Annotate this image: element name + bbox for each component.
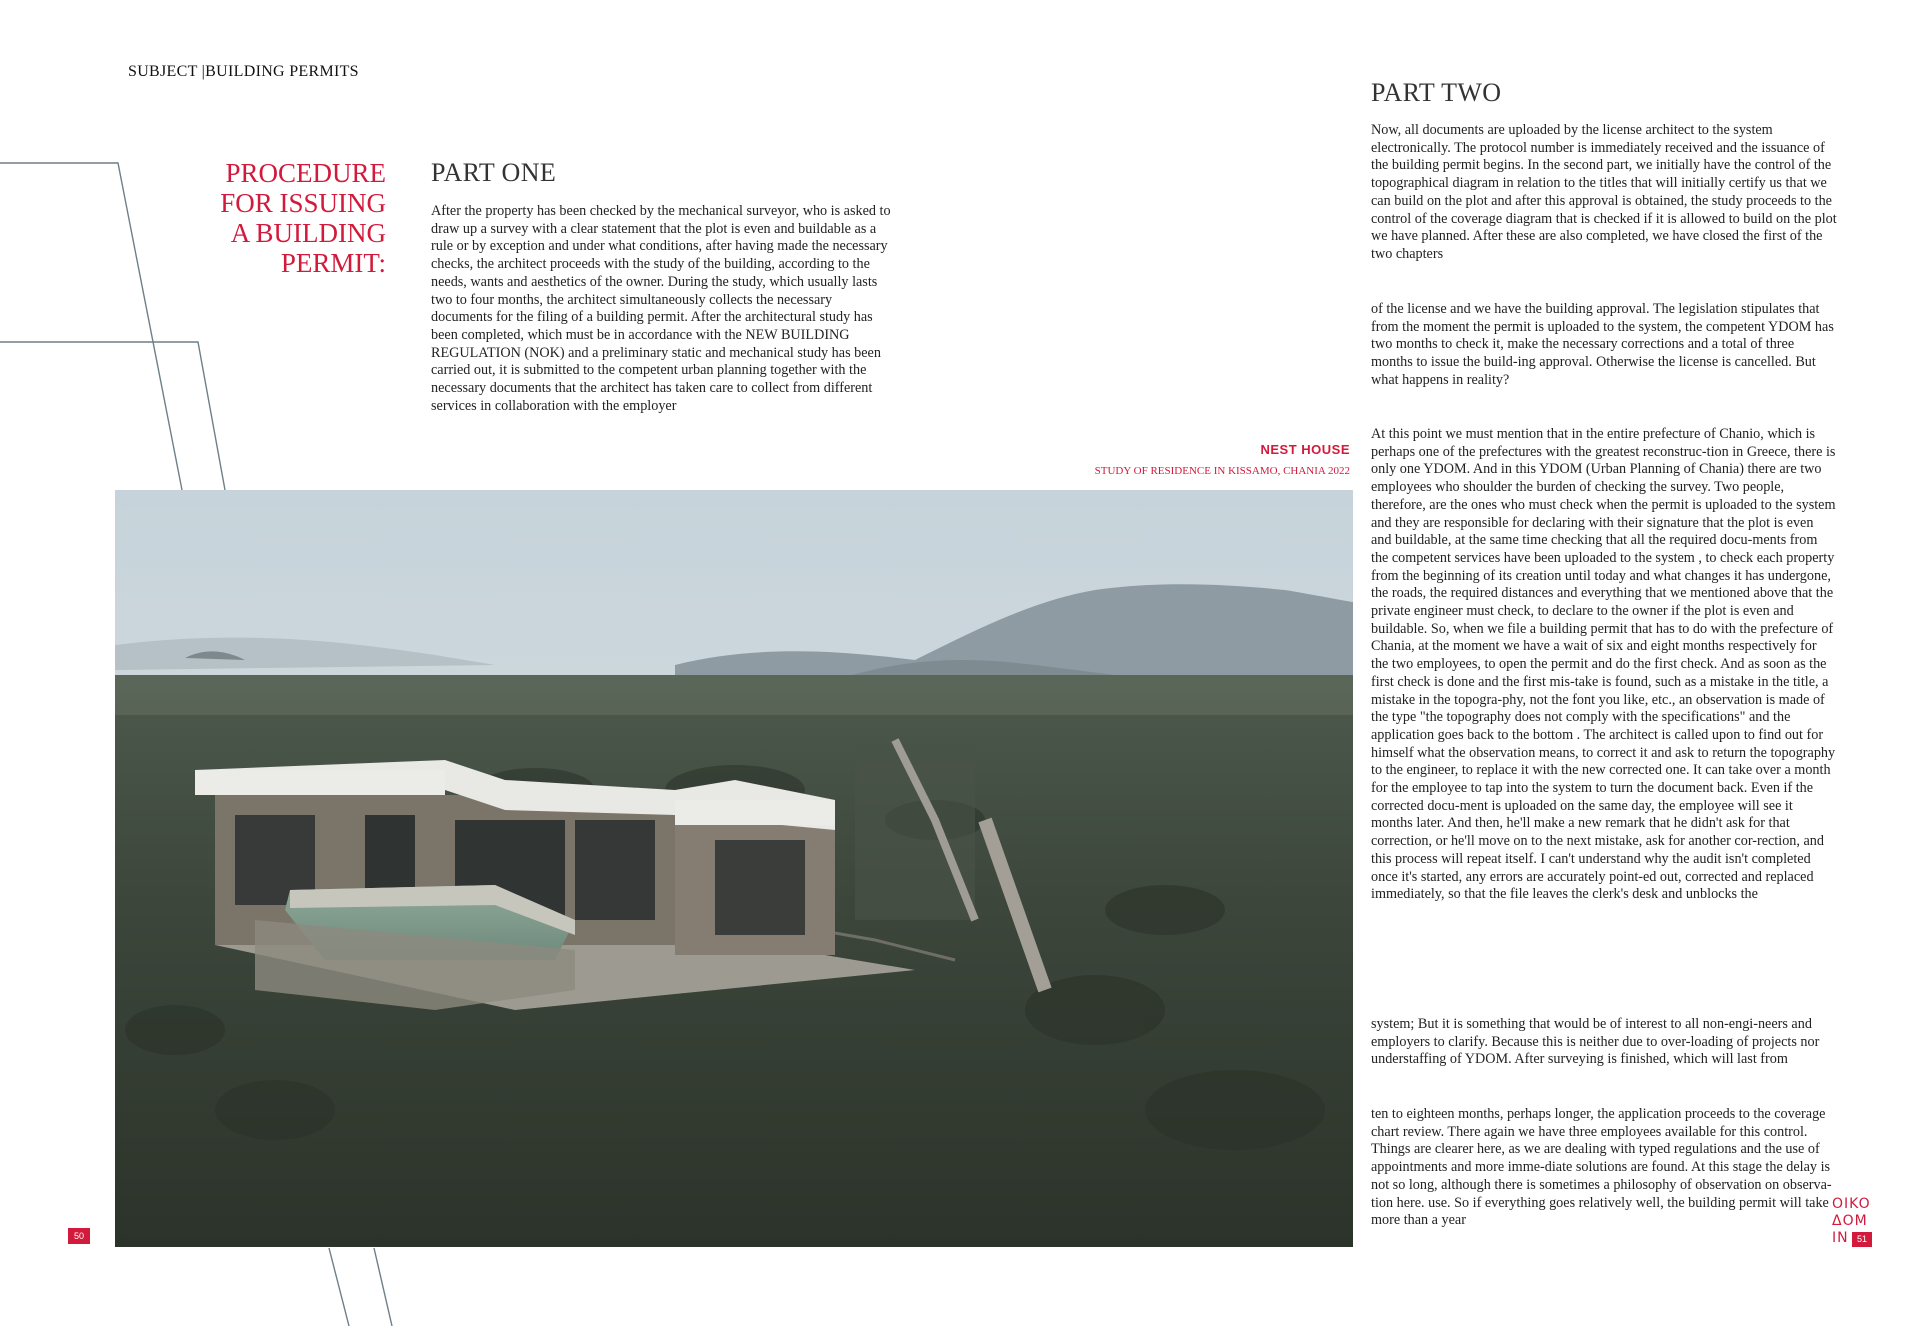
page-number-left: 50 <box>68 1228 90 1244</box>
part-two-paragraph <box>1371 301 1837 390</box>
logo-line: IN <box>1832 1230 1849 1246</box>
subject-header: SUBJECT |BUILDING PERMITS <box>128 63 359 80</box>
paragraph-text: of the license and we have the building approval. The legislation stipulates that from the moment the permit is uploaded to the system, the competent YDOM has two months to check it, make the necessary corrections and a total of three months to issue the build-ing approval. Otherwise the license is cancelled. But what happens in reality? <box>1371 301 1834 388</box>
part-two-paragraph <box>1371 122 1837 264</box>
part-two-paragraph <box>1371 1016 1837 1069</box>
paragraph-text: Now, all documents are uploaded by the license architect to the system electronically. The protocol number is immediately received and the issuance of the building permit begins. In the second part, we initially have the control of the topographical diagram in relation to the titles that will initially certify us that we can build on the plot and after this approval is obtained, the study proceeds to the control of the coverage diagram that is checked if it is allowed to build on the plot we have planned. After these are also completed, we have closed the first of the two chapters <box>1371 122 1837 262</box>
title-line: FOR ISSUING <box>220 188 386 218</box>
logo-line: OIKO <box>1832 1196 1871 1212</box>
part-one-body: After the property has been checked by the mechanical surveyor, who is asked to draw up a survey with a clear statement that the plot is even and buildable as a rule or by exception and under what conditions, after having made the necessary checks, the architect proceeds with the study of the building, according to the needs, wants and aesthetics of the owner. During the study, which usually lasts two to four months, the architect simultaneously collects the necessary documents for the filing of a building permit. After the architectural study has been completed, which must be in accordance with the NEW BUILDING REGULATION (NOK) and a preliminary static and mechanical study has been carried out, it is submitted to the competent urban planning together with the necessary documents that the architect has taken care to collect from different services in collaboration with the employer <box>431 203 891 414</box>
paragraph-text: At this point we must mention that in the entire prefecture of Chanio, which is perhaps one of the prefectures with the greatest reconstruc-tion in Greece, there is only one YDOM. And in this YDOM (Urban Planning of Chania) there are two employees who shoulder the burden of checking the survey. Two people, therefore, are the ones who must check when the permit is uploaded to the system and they are responsible for declaring with their signature that the plot is even and buildable, at the same time checking that all the required docu-ments from the competent services have been uploaded to the system , to check each property from the beginning of its creation until today and what changes it has undergone, the roads, the required distances and everything that we mentioned above that the private engineer must check, to declare to the owner if the plot is even and buildable. So, when we file a building permit that has to do with the prefecture of Chania, at the moment we have a wait of six and eight months respectively for the two employees, to open the permit and do the first check. And as soon as the first check is done and the first mis-take is found, such as a mistake in the title, a mistake in the topogra-phy, not the font you like, etc., an observation is made of the type "the topography does not comply with the specifications" and the application goes back to the bottom . The architect is called upon to find out for himself what the observation means, to correct it and ask to return the topography to the engineer, to replace it with the new corrected one. It can take over a month for the employee to tap into the system to turn the document back. Even if the corrected docu-ment is uploaded on the same day, the employee will see it months later. And then, he'll make a new remark that he didn't ask for that correction, or he'll move on to the next mistake, ask for another cor-rection, and this process will repeat itself. I can't understand why the audit isn't completed once it's started, any errors are accurately point-ed out, corrected and replaced immediately, so that the file leaves the clerk's desk and unblocks the <box>1371 426 1836 903</box>
part-two-paragraph <box>1371 1106 1837 1230</box>
title-line: PROCEDURE <box>225 158 386 188</box>
article-title <box>170 158 386 278</box>
caption-title: NEST HOUSE <box>1260 442 1350 457</box>
paragraph-text: ten to eighteen months, perhaps longer, the application proceeds to the coverage chart review. There again we have three employees available for this control. Things are clearer here, as we are dealing with typed regulations and the use of appointments and more imme-diate solutions are found. At this stage the delay is not so long, although there is sometimes a philosophy of observation on observa-tion here. use. So if everything goes relatively well, the building permit will take more than a year <box>1371 1106 1832 1229</box>
part-two-heading: PART TWO <box>1371 78 1502 107</box>
title-line: PERMIT: <box>280 248 386 278</box>
logo-line: ΔΟΜ <box>1832 1213 1868 1229</box>
part-two-paragraph <box>1371 426 1837 904</box>
house-photo <box>115 490 1353 1247</box>
page-number-right: 51 <box>1852 1232 1872 1247</box>
part-one-heading: PART ONE <box>431 158 557 187</box>
caption-subtitle: STUDY OF RESIDENCE IN KISSAMO, CHANIA 2022 <box>1094 465 1350 477</box>
paragraph-text: system; But it is something that would be of interest to all non-engi-neers and employers to clarify. Because this is neither due to over-loading of projects nor understaffing of YDOM. After surveying is finished, which will last from <box>1371 1016 1820 1068</box>
title-line: A BUILDING <box>230 218 386 248</box>
